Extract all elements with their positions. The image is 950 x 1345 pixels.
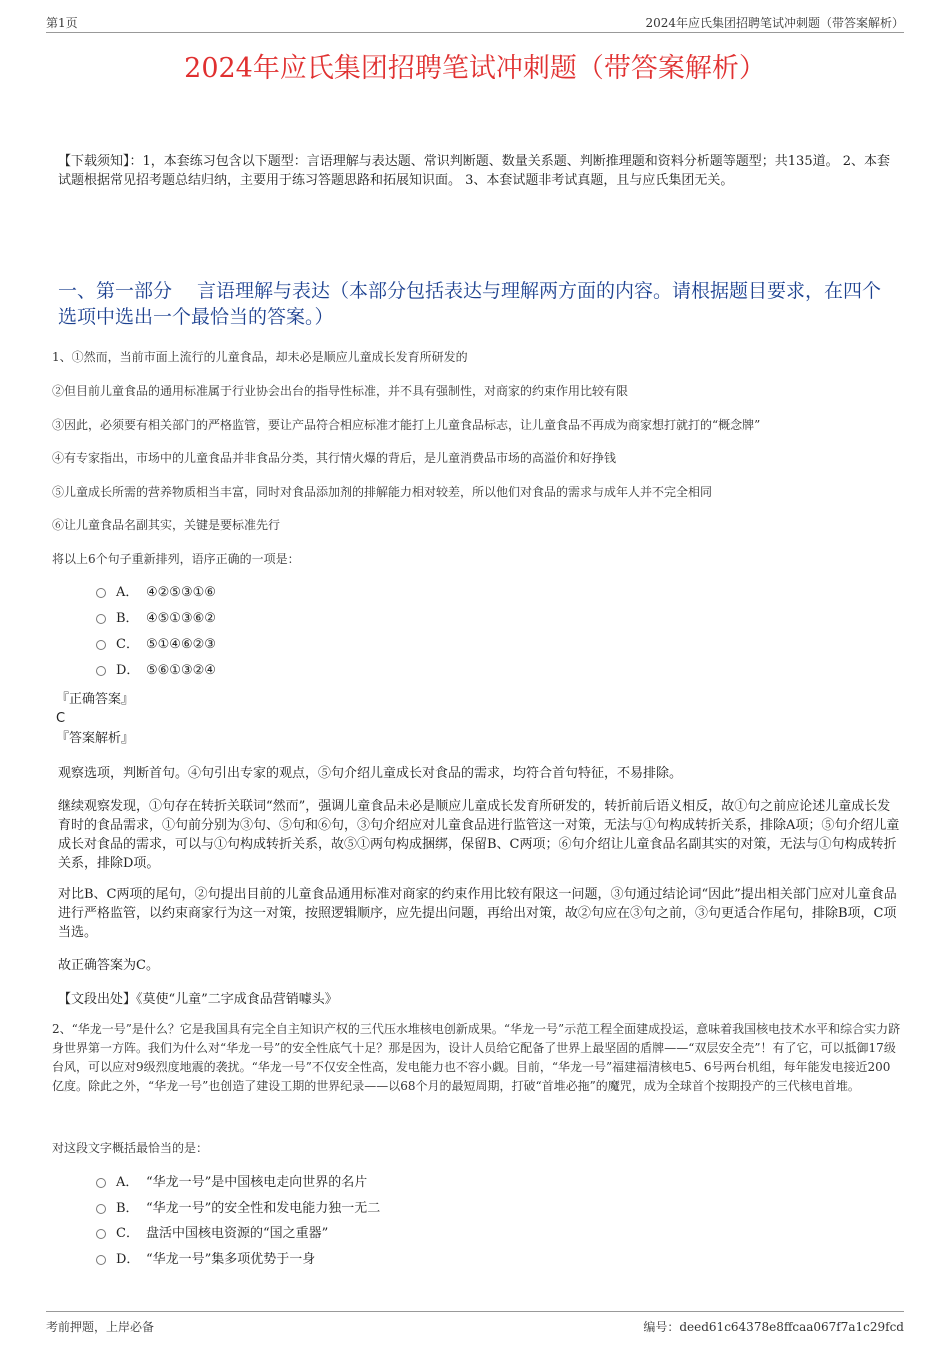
q1-option-a[interactable]: A． ④②⑤③①⑥ <box>96 583 216 603</box>
q2-option-c[interactable]: C． 盘活中国核电资源的“国之重器” <box>96 1224 328 1244</box>
header-doc-title: 2024年应氏集团招聘笔试冲刺题（带答案解析） <box>645 16 904 30</box>
q1-sentence-4: ④有专家指出，市场中的儿童食品并非食品分类，其行情火爆的背后，是儿童消费品市场的高溢价和好挣钱 <box>52 451 617 465</box>
q1-option-c[interactable]: C． ⑤①④⑥②③ <box>96 635 216 655</box>
q1-prompt: 将以上6个句子重新排列，语序正确的一项是： <box>52 552 300 566</box>
page-header <box>46 14 904 33</box>
q2-prompt: 对这段文字概括最恰当的是： <box>52 1141 209 1155</box>
q1-sentence-5: ⑤儿童成长所需的营养物质相当丰富，同时对食品添加剂的排解能力相对较差，所以他们对食品的需求与成年人并不完全相同 <box>52 485 713 499</box>
analysis-paragraph-4: 故正确答案为C。 <box>58 958 159 973</box>
footer-slogan: 考前押题，上岸必备 <box>46 1320 155 1334</box>
q1-sentence-1: 1、①然而，当前市面上流行的儿童食品，却未必是顺应儿童成长发育所研发的 <box>52 350 468 364</box>
q2-stem: 2、“华龙一号”是什么？它是我国具有完全自主知识产权的三代压水堆核电创新成果。“华龙一号”示范工程全面建成投运，意味着我国核电技术水平和综合实力跻身世界第一方阵。我们为什么对“华龙一号”的安全性底气十足？那是因为，设计人员给它配备了世界上最坚固的盾牌——“双层安全壳”！有了它，可以抵御17级台风，可以应对9级烈度地震的袭扰。“华龙一号”不仅安全性高，发电能力也不容小觑。目前，“华龙一号”福建福清核电5、6号两台机组，每年能发电接近200亿度。除此之外，“华龙一号”也创造了建设工期的世界纪录——以68个月的最短周期，打破“首堆必拖”的魔咒，成为全球首个按期投产的三代核电首堆。 <box>52 1022 901 1093</box>
analysis-paragraph-2: 继续观察发现，①句存在转折关联词“然而”，强调儿童食品未必是顺应儿童成长发育所研发的，转折前后语义相反，故①句之前应论述儿童成长发育时的食品需求，①句前分别为③句、⑤句和⑥句，③句介绍应对儿童食品进行监管这一对策，无法与①句构成转折关系，排除A项；⑤句介绍儿童成长对食品的需求，可以与①句构成转折关系，故⑤①两句构成捆绑，保留B、C两项；⑥句介绍让儿童食品名副其实的对策，无法与①句构成转折关系，排除D项。 <box>58 799 900 871</box>
source-citation: 【文段出处】《莫使“儿童”二字成食品营销噱头》 <box>58 992 338 1007</box>
q2-option-a[interactable]: A． “华龙一号”是中国核电走向世界的名片 <box>96 1173 367 1193</box>
page-footer <box>46 1311 904 1334</box>
page-number: 第1页 <box>46 16 78 30</box>
radio-icon[interactable] <box>96 1178 106 1188</box>
document-title: 2024年应氏集团招聘笔试冲刺题（带答案解析） <box>184 53 766 84</box>
radio-icon[interactable] <box>96 1229 106 1239</box>
analysis-label: 『答案解析』 <box>56 731 135 746</box>
correct-answer: C <box>56 711 66 726</box>
footer-code: 编号：deed61c64378e8ffcaa067f7a1c29fcd <box>643 1320 904 1334</box>
radio-icon[interactable] <box>96 1204 106 1214</box>
q1-option-d[interactable]: D． ⑤⑥①③②④ <box>96 661 216 681</box>
q1-sentence-6: ⑥让儿童食品名副其实，关键是要标准先行 <box>52 518 281 532</box>
analysis-paragraph-1: 观察选项，判断首句。④句引出专家的观点，⑤句介绍儿童成长对食品的需求，均符合首句特征，不易排除。 <box>58 766 683 781</box>
q1-option-b[interactable]: B． ④⑤①③⑥② <box>96 609 216 629</box>
radio-icon[interactable] <box>96 614 106 624</box>
q2-option-d[interactable]: D． “华龙一号”集多项优势于一身 <box>96 1250 315 1270</box>
analysis-paragraph-3: 对比B、C两项的尾句，②句提出目前的儿童食品通用标准对商家的约束作用比较有限这一问题，③句通过结论词“因此”提出相关部门应对儿童食品进行严格监管，以约束商家行为这一对策，按照逻辑顺序，应先提出问题，再给出对策，故②句应在③句之前，③句更适合作尾句，排除B项，C项当选。 <box>58 887 897 940</box>
section-heading: 一、第一部分 言语理解与表达（本部分包括表达与理解两方面的内容。请根据题目要求，在四个选项中选出一个最恰当的答案。） <box>58 280 882 328</box>
q2-option-b[interactable]: B． “华龙一号”的安全性和发电能力独一无二 <box>96 1199 380 1219</box>
radio-icon[interactable] <box>96 666 106 676</box>
radio-icon[interactable] <box>96 1255 106 1265</box>
radio-icon[interactable] <box>96 588 106 598</box>
radio-icon[interactable] <box>96 640 106 650</box>
download-notice: 【下载须知】：1，本套练习包含以下题型：言语理解与表达题、常识判断题、数量关系题、判断推理题和资料分析题等题型；共135道。 2、本套试题根据常见招考题总结归纳，主要用于练习答题思路和拓展知识面。 3、本套试题非考试真题，且与应氏集团无关。 <box>58 154 890 188</box>
q1-sentence-2: ②但目前儿童食品的通用标准属于行业协会出台的指导性标准，并不具有强制性，对商家的约束作用比较有限 <box>52 384 629 398</box>
q1-sentence-3: ③因此，必须要有相关部门的严格监管，要让产品符合相应标准才能打上儿童食品标志，让儿童食品不再成为商家想打就打的“概念牌” <box>52 418 761 432</box>
answer-label: 『正确答案』 <box>56 692 135 707</box>
